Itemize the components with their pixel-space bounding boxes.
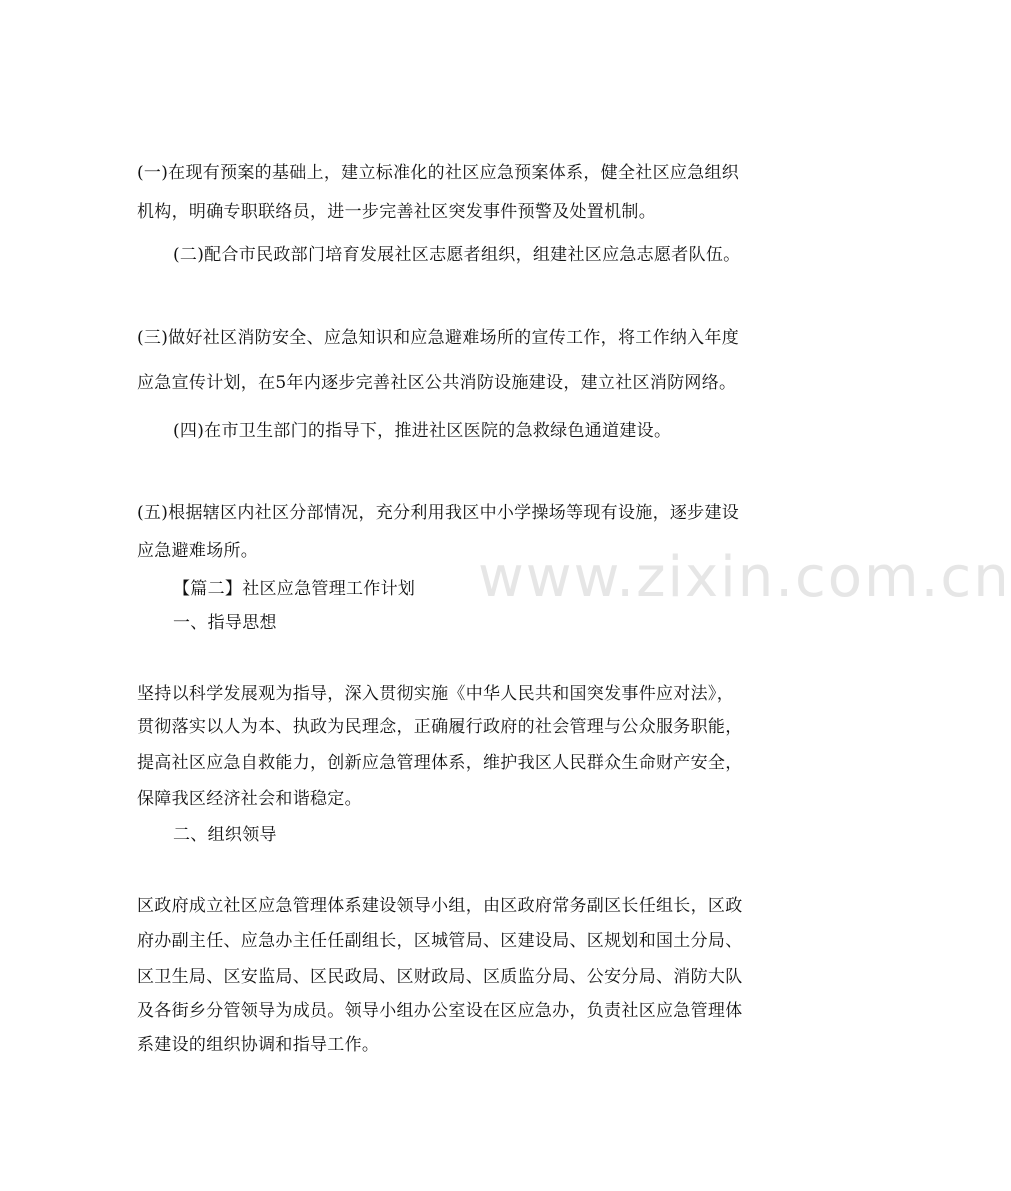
- paragraph-3-line-1: (三)做好社区消防安全、应急知识和应急避难场所的宣传工作，将工作纳入年度: [137, 328, 740, 348]
- paragraph-5-line-1: (五)根据辖区内社区分部情况，充分利用我区中小学操场等现有设施，逐步建设: [137, 503, 740, 523]
- paragraph-6-line-3: 提高社区应急自救能力，创新应急管理体系，维护我区人民群众生命财产安全，: [137, 753, 743, 773]
- paragraph-4: (四)在市卫生部门的指导下，推进社区医院的急救绿色通道建设。: [173, 421, 672, 441]
- paragraph-1-line-2: 机构，明确专职联络员，进一步完善社区突发事件预警及处置机制。: [137, 202, 656, 222]
- paragraph-7-line-1: 区政府成立社区应急管理体系建设领导小组，由区政府常务副区长任组长，区政: [137, 896, 743, 916]
- heading-organization: 二、组织领导: [173, 825, 277, 845]
- paragraph-6-line-1: 坚持以科学发展观为指导，深入贯彻实施《中华人民共和国突发事件应对法》，: [137, 684, 734, 704]
- section-title: 【篇二】社区应急管理工作计划: [173, 579, 416, 599]
- paragraph-1-line-1: (一)在现有预案的基础上，建立标准化的社区应急预案体系，健全社区应急组织: [137, 163, 740, 183]
- paragraph-3-line-2: 应急宣传计划，在5年内逐步完善社区公共消防设施建设，建立社区消防网络。: [137, 373, 737, 393]
- paragraph-7-line-3: 区卫生局、区安监局、区民政局、区财政局、区质监分局、公安分局、消防大队: [137, 967, 743, 987]
- paragraph-7-line-5: 系建设的组织协调和指导工作。: [137, 1035, 380, 1055]
- paragraph-2: (二)配合市民政部门培育发展社区志愿者组织，组建社区应急志愿者队伍。: [173, 245, 741, 265]
- paragraph-7-line-2: 府办副主任、应急办主任任副组长，区城管局、区建设局、区规划和国土分局、: [137, 931, 743, 951]
- paragraph-6-line-4: 保障我区经济社会和谐稳定。: [137, 789, 362, 809]
- watermark-text: www.zixin.com.cn: [478, 545, 1011, 610]
- paragraph-7-line-4: 及各街乡分管领导为成员。领导小组办公室设在区应急办，负责社区应急管理体: [137, 1001, 743, 1021]
- paragraph-6-line-2: 贯彻落实以人为本、执政为民理念，正确履行政府的社会管理与公众服务职能，: [137, 717, 743, 737]
- paragraph-5-line-2: 应急避难场所。: [137, 541, 259, 561]
- heading-guiding-thought: 一、指导思想: [173, 613, 277, 633]
